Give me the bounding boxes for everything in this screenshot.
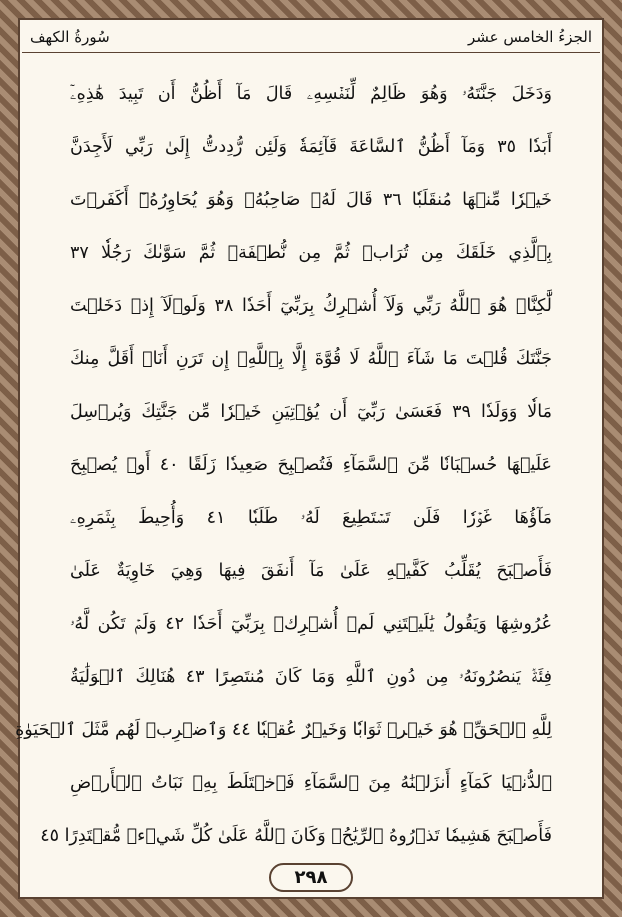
page-number: ٢٩٨ — [269, 863, 354, 892]
text-line: مَالٗا وَوَلَدٗا ٣٩ فَعَسَىٰ رَبِّيٓ أَن يُؤۡتِيَنِ خَيۡرٗا مِّن جَنَّتِكَ وَيُرۡسِلَ — [70, 402, 552, 422]
text-line: فَأَصۡبَحَ يُقَلِّبُ كَفَّيۡهِ عَلَىٰ مَآ أَنفَقَ فِيهَا وَهِيَ خَاوِيَةٌ عَلَىٰ — [70, 561, 552, 581]
text-line: فِئَةٞ يَنصُرُونَهُۥ مِن دُونِ ٱللَّهِ وَمَا كَانَ مُنتَصِرًا ٤٣ هُنَالِكَ ٱلۡوَلَٰيَةُ — [70, 667, 552, 687]
text-line: لَّٰكِنَّا۠ هُوَ ٱللَّهُ رَبِّي وَلَآ أُشۡرِكُ بِرَبِّيٓ أَحَدٗا ٣٨ وَلَوۡلَآ إِذۡ دَخَلۡتَ — [70, 296, 552, 316]
text-line: عَلَيۡهَا حُسۡبَانٗا مِّنَ ٱلسَّمَآءِ فَتُصۡبِحَ صَعِيدٗا زَلَقًا ٤٠ أَوۡ يُصۡبِحَ — [70, 455, 552, 475]
text-line: فَأَصۡبَحَ هَشِيمٗا تَذۡرُوهُ ٱلرِّيَٰحُۗ وَكَانَ ٱللَّهُ عَلَىٰ كُلِّ شَيۡءٖ مُّقۡتَدِرًا ٤٥ — [40, 826, 552, 846]
text-line: عُرُوشِهَا وَيَقُولُ يَٰلَيۡتَنِي لَمۡ أُشۡرِكۡ بِرَبِّيٓ أَحَدٗا ٤٢ وَلَمۡ تَكُن لَّهُۥ — [70, 614, 553, 634]
text-line: وَدَخَلَ جَنَّتَهُۥ وَهُوَ ظَالِمٌ لِّنَفۡسِهِۦ قَالَ مَآ أَظُنُّ أَن تَبِيدَ هَٰذِهِۦٓ — [70, 84, 552, 104]
text-line: ٱلدُّنۡيَا كَمَآءٍ أَنزَلۡنَٰهُ مِنَ ٱلسَّمَآءِ فَٱخۡتَلَطَ بِهِۦ نَبَاتُ ٱلۡأَرۡضِ — [70, 773, 552, 793]
text-line: جَنَّتَكَ قُلۡتَ مَا شَآءَ ٱللَّهُ لَا قُوَّةَ إِلَّا بِٱللَّهِۚ إِن تَرَنِ أَنَا۠ أَقَلَّ مِنكَ — [70, 349, 552, 369]
text-line: مَآؤُهَا غَوۡرٗا فَلَن تَسۡتَطِيعَ لَهُۥ طَلَبٗا ٤١ وَأُحِيطَ بِثَمَرِهِۦ — [70, 508, 552, 528]
text-line: لِلَّهِ ٱلۡحَقِّۚ هُوَ خَيۡرٞ ثَوَابٗا وَخَيۡرٌ عُقۡبٗا ٤٤ وَٱضۡرِبۡ لَهُم مَّثَلَ ٱلۡحَيَوٰةِ — [15, 720, 552, 740]
page-footer — [0, 859, 622, 895]
juz-label: الجزءُ الخامس عشر — [467, 28, 592, 46]
surah-label: سُورةُ الكهف — [30, 28, 110, 46]
text-line: بِٱلَّذِي خَلَقَكَ مِن تُرَابٖ ثُمَّ مِن نُّطۡفَةٖ ثُمَّ سَوَّىٰكَ رَجُلٗا ٣٧ — [70, 243, 552, 263]
quran-text — [15, 68, 553, 863]
text-line: خَيۡرٗا مِّنۡهَا مُنقَلَبٗا ٣٦ قَالَ لَهُۥ صَاحِبُهُۥ وَهُوَ يُحَاوِرُهُۥٓ أَكَفَرۡتَ — [70, 190, 552, 210]
text-line: أَبَدٗا ٣٥ وَمَآ أَظُنُّ ٱلسَّاعَةَ قَآئِمَةٗ وَلَئِن رُّدِدتُّ إِلَىٰ رَبِّي لَأَجِدَنَّ — [70, 137, 553, 157]
page-header — [22, 22, 600, 53]
